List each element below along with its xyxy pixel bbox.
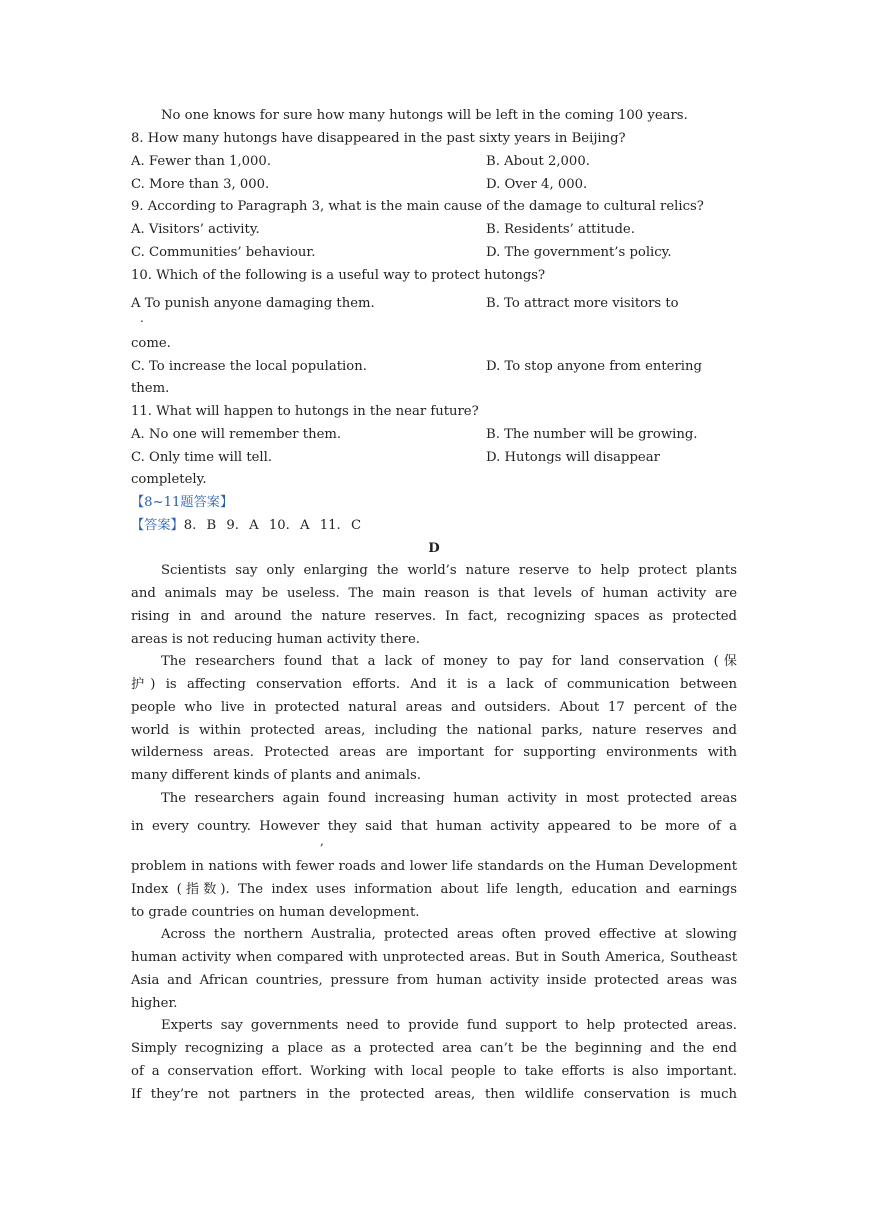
passage-line: many different kinds of plants and animals. — [131, 768, 421, 783]
passage-line: Simply recognizing a place as a protected area can’t be the beginning and the end — [131, 1041, 737, 1056]
q10-option-d-continued: them. — [131, 381, 170, 396]
answer-values: 8. B 9. A 10. A 11. C — [183, 518, 362, 533]
q11-option-d-continued: completely. — [131, 472, 207, 487]
q8-option-a: A. Fewer than 1,000. — [131, 154, 272, 169]
q10-option-b: B. To attract more visitors to — [486, 296, 679, 311]
q9-option-a: A. Visitors’ activity. — [131, 222, 260, 237]
passage-line: Index (指数). The index uses information about life length, education and earnings — [131, 882, 737, 897]
passage-line: areas is not reducing human activity there. — [131, 632, 420, 647]
passage-line: human activity when compared with unprotected areas. But in South America, Southeast — [131, 950, 737, 965]
q11-option-c: C. Only time will tell. — [131, 450, 273, 465]
question-8-stem: 8. How many hutongs have disappeared in the past sixty years in Beijing? — [131, 131, 626, 146]
passage-line: world is within protected areas, including the national parks, nature reserves and — [131, 723, 737, 738]
q8-option-d: D. Over 4, 000. — [486, 177, 588, 192]
answer-heading: 【8~11题答案】 — [131, 495, 234, 510]
passage-line: If they’re not partners in the protected areas, then wildlife conservation is much — [131, 1087, 737, 1102]
passage-line: higher. — [131, 996, 178, 1011]
passage-line: people who live in protected natural areas and outsiders. About 17 percent of the — [131, 700, 737, 715]
q11-option-b: B. The number will be growing. — [486, 427, 698, 442]
section-heading: D — [428, 541, 440, 556]
passage-line: 护) is affecting conservation efforts. And it is a lack of communication between — [131, 677, 737, 692]
passage-line: to grade countries on human development. — [131, 905, 420, 920]
intro-line: No one knows for sure how many hutongs will be left in the coming 100 years. — [161, 108, 688, 123]
q10-option-a-dot: . — [140, 311, 144, 325]
q10-option-b-continued: come. — [131, 336, 171, 351]
passage-line: wilderness areas. Protected areas are important for supporting environments with — [131, 745, 737, 760]
q11-option-d: D. Hutongs will disappear — [486, 450, 660, 465]
question-9-stem: 9. According to Paragraph 3, what is the main cause of the damage to cultural relics? — [131, 199, 704, 214]
q9-option-b: B. Residents’ attitude. — [486, 222, 635, 237]
passage-line: The researchers again found increasing human activity in most protected areas — [161, 791, 737, 806]
q10-option-d: D. To stop anyone from entering — [486, 359, 702, 374]
passage-line: rising in and around the nature reserves. In fact, recognizing spaces as protected — [131, 609, 737, 624]
q10-option-c: C. To increase the local population. — [131, 359, 367, 374]
passage-line: in every country. However they said that human activity appeared to be more of a — [131, 819, 737, 834]
question-11-stem: 11. What will happen to hutongs in the near future? — [131, 404, 479, 419]
q9-option-d: D. The government’s policy. — [486, 245, 672, 260]
q9-option-c: C. Communities’ behaviour. — [131, 245, 316, 260]
question-10-stem: 10. Which of the following is a useful way to protect hutongs? — [131, 268, 546, 283]
q8-option-b: B. About 2,000. — [486, 154, 590, 169]
passage-line: Scientists say only enlarging the world’s nature reserve to help protect plants — [161, 563, 737, 578]
q8-option-c: C. More than 3, 000. — [131, 177, 270, 192]
passage-line: and animals may be useless. The main reason is that levels of human activity are — [131, 586, 737, 601]
stray-comma: , — [320, 834, 324, 848]
passage-line: of a conservation effort. Working with local people to take efforts is also important. — [131, 1064, 737, 1079]
passage-line: Across the northern Australia, protected areas often proved effective at slowing — [161, 927, 737, 942]
passage-line: Asia and African countries, pressure from human activity inside protected areas was — [131, 973, 737, 988]
q11-option-a: A. No one will remember them. — [131, 427, 342, 442]
answer-line — [131, 517, 737, 535]
passage-line: Experts say governments need to provide fund support to help protected areas. — [161, 1018, 737, 1033]
passage-line: problem in nations with fewer roads and lower life standards on the Human Development — [131, 859, 737, 874]
answer-label: 【答案】 — [131, 518, 184, 533]
q10-option-a: A To punish anyone damaging them. — [131, 296, 375, 311]
passage-line: The researchers found that a lack of money to pay for land conservation (保 — [161, 654, 737, 669]
